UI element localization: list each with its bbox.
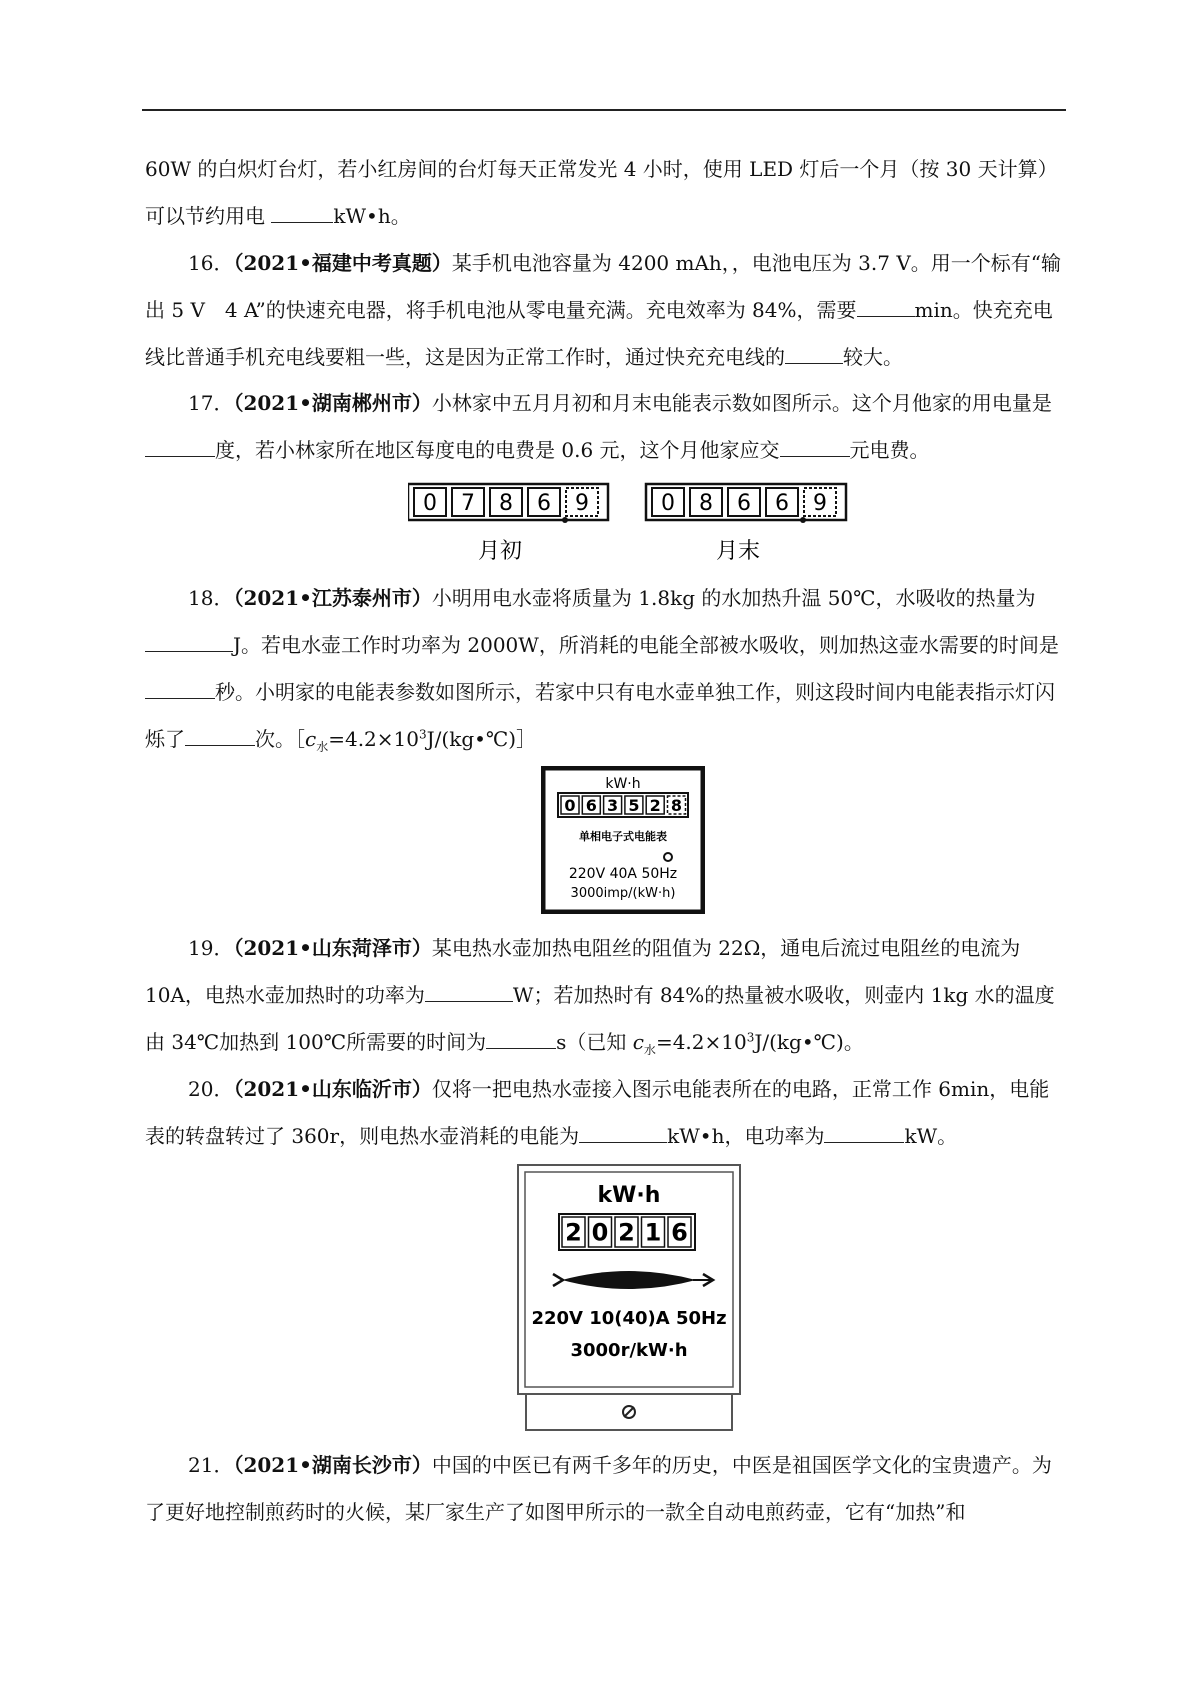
- superscript: 3: [746, 1030, 755, 1045]
- question-text: 仅将一把电热水壶接入图示电能表所在的电路，正常工作 6min，电能表的转盘转过了 360r，则电热水壶消耗的电能为: [145, 1077, 1050, 1148]
- meter-spec-2: 3000r/kW·h: [570, 1340, 688, 1361]
- answer-blank[interactable]: [579, 1122, 667, 1143]
- question-16: [145, 240, 1065, 381]
- meter-digit: 6: [537, 490, 551, 516]
- question-text: 秒。小明家的电能表参数如图所示，若家中只有电水壶单独工作，则这段时间内电能表指示灯闪烁了: [145, 680, 1055, 751]
- meter-unit: kW·h: [597, 1183, 661, 1208]
- answer-blank[interactable]: [486, 1028, 556, 1049]
- subscript: 水: [643, 1043, 656, 1057]
- symbol-c: c: [305, 727, 317, 751]
- meter-spec-2: 3000imp/(kW·h): [570, 886, 676, 901]
- meter-digit: 6: [737, 490, 751, 516]
- question-text: 某手机电池容量为 4200 mAh，，电池电压为 3.7 V。用一个标有“输出 5 V 4 A”的快速充电器，将手机电池从零电量充满。充电效率为 84%，需要: [145, 251, 1061, 322]
- question-text: J/(kg•℃)。: [754, 1030, 864, 1054]
- question-19: [145, 925, 1065, 1066]
- meter-digit: 6: [671, 1218, 688, 1247]
- question-17: [145, 380, 1065, 474]
- question-text: min。快充充电线比普通手机充电线要粗一些，这是因为正常工作时，通过快充充电线的: [145, 298, 1053, 369]
- meter-digit: 7: [461, 490, 475, 516]
- answer-blank[interactable]: [824, 1122, 904, 1143]
- answer-blank[interactable]: [271, 202, 333, 223]
- meter-digit: 6: [585, 795, 597, 815]
- meter-digit: 6: [775, 490, 789, 516]
- question-text: J。若电水壶工作时功率为 2000W，所消耗的电能全部被水吸收，则加热这壶水需要的时间是: [233, 633, 1059, 657]
- meter-digit: 9: [813, 490, 827, 516]
- answer-blank[interactable]: [145, 631, 233, 652]
- meter-digit: 0: [564, 795, 576, 815]
- meter-digit: 5: [628, 795, 640, 815]
- question-text: 较大。: [843, 345, 903, 369]
- question-source: （2021•湖南长沙市）: [233, 1453, 432, 1477]
- answer-blank[interactable]: [185, 725, 255, 746]
- header-rule: [142, 109, 1066, 111]
- question-text: 中国的中医已有两千多年的历史，中医是祖国医学文化的宝贵遗产。为了更好地控制煎药时的火候，某厂家生产了如图甲所示的一款全自动电煎药壶，它有“加热”和: [145, 1453, 1052, 1524]
- symbol-c: c: [632, 1030, 644, 1054]
- question-text: s（已知: [556, 1030, 633, 1054]
- meter-reading-figure: [408, 482, 848, 564]
- answer-blank[interactable]: [780, 436, 850, 457]
- meter-digit: 8: [670, 795, 683, 815]
- meter-digit: 8: [499, 490, 513, 516]
- meter-spec-1: 220V 10(40)A 50Hz: [531, 1308, 727, 1329]
- continuation-unit: kW•h。: [333, 204, 411, 228]
- meter-start-label: 月初: [477, 539, 523, 564]
- decimal-dot: [800, 517, 806, 523]
- meter-digit: 2: [565, 1218, 582, 1247]
- question-source: （2021•江苏泰州市）: [233, 586, 432, 610]
- electronic-meter-figure: [541, 766, 705, 914]
- meter-digit: 9: [575, 490, 589, 516]
- meter-digit: 0: [423, 490, 437, 516]
- answer-blank[interactable]: [145, 436, 215, 457]
- continuation-text: 可以节约用电: [145, 204, 272, 228]
- question-21: [145, 1442, 1065, 1536]
- answer-blank[interactable]: [145, 678, 215, 699]
- answer-blank[interactable]: [857, 296, 915, 317]
- continuation-line-1: 60W 的白炽灯台灯，若小红房间的台灯每天正常发光 4 小时，使用 LED 灯后一个月（按 30 天计算）: [145, 157, 1058, 181]
- question-20: [145, 1066, 1065, 1160]
- superscript: 3: [419, 727, 427, 742]
- meter-digit: 1: [644, 1218, 662, 1247]
- question-number: 18．: [188, 586, 234, 610]
- meter-start: [408, 484, 608, 564]
- question-source: （2021•湖南郴州市）: [233, 391, 432, 415]
- question-source: （2021•福建中考真题）: [233, 251, 452, 275]
- decimal-dot: [562, 517, 568, 523]
- meter-end: [646, 484, 846, 564]
- meter-name: 单相电子式电能表: [579, 830, 667, 843]
- question-text: kW。: [904, 1124, 958, 1148]
- question-number: 21．: [188, 1453, 234, 1477]
- question-text: 度，若小林家所在地区每度电的电费是 0.6 元，这个月他家应交: [215, 438, 780, 462]
- mechanical-meter-figure: [517, 1164, 741, 1434]
- question-source: （2021•山东菏泽市）: [233, 936, 432, 960]
- question-text: 小明用电水壶将质量为 1.8kg 的水加热升温 50℃，水吸收的热量为: [431, 586, 1036, 610]
- meter-digit: 8: [699, 490, 713, 516]
- question-text: =4.2×10: [655, 1030, 747, 1054]
- question-number: 17．: [188, 391, 234, 415]
- answer-blank[interactable]: [425, 981, 513, 1002]
- meter-unit: kW·h: [605, 776, 641, 792]
- meter-spec-1: 220V 40A 50Hz: [568, 866, 678, 882]
- meter-digit: 3: [607, 795, 619, 815]
- question-text: J/(kg•℃)］: [426, 727, 537, 751]
- question-18: [145, 575, 1065, 763]
- question-text: 元电费。: [849, 438, 930, 462]
- question-number: 19．: [188, 936, 234, 960]
- meter-digit: 2: [649, 795, 661, 815]
- question-number: 16．: [188, 251, 234, 275]
- meter-digit: 0: [661, 490, 675, 516]
- continuation-paragraph: [145, 146, 1065, 240]
- question-number: 20．: [188, 1077, 234, 1101]
- meter-digit: 2: [618, 1218, 635, 1247]
- question-text: 小林家中五月月初和月末电能表示数如图所示。这个月他家的用电量是: [431, 391, 1052, 415]
- meter-digit: 0: [591, 1218, 609, 1247]
- question-text: 次。［: [255, 727, 305, 751]
- question-text: W；若加热时有 84%的热量被水吸收，则壶内 1kg 水的温度由 34℃加热到 100℃所需要的时间为: [145, 983, 1055, 1054]
- answer-blank[interactable]: [785, 343, 843, 364]
- question-source: （2021•山东临沂市）: [233, 1077, 432, 1101]
- meter-end-label: 月末: [715, 539, 761, 564]
- question-text: 某电热水壶加热电阻丝的阻值为 22Ω，通电后流过电阻丝的电流为 10A，电热水壶加热时的功率为: [145, 936, 1021, 1007]
- question-text: kW•h，电功率为: [667, 1124, 825, 1148]
- subscript: 水: [316, 740, 329, 754]
- question-text: =4.2×10: [328, 727, 419, 751]
